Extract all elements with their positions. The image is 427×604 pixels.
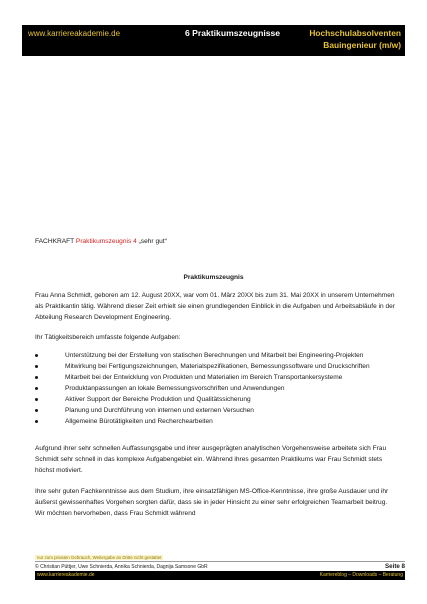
bullet-icon <box>35 376 38 379</box>
knowledge-paragraph: Ihre sehr guten Fachkenntnisse aus dem Studium, ihre einsatzfähigen MS-Office-Kenntnisse, ihre große Ausdauer und ihr äußerst gewissenhaftes Vorgehen sorgten dafür, dass sie in jeder Hinsicht zu einer sehr erfolgreichen Teamarbeit beitrug. Wir möchten hervorheben, dass Frau Schmidt während <box>35 488 389 517</box>
task-item <box>35 361 395 372</box>
task-list <box>35 350 395 427</box>
header-category-line2: Bauingenieur (m/w) <box>323 39 401 50</box>
label-prefix: FACHKRAFT <box>35 238 76 245</box>
page-header <box>22 25 405 56</box>
task-item <box>35 416 395 427</box>
certificate-label <box>35 238 167 245</box>
task-text: Mitwirkung bei Fertigungszeichnungen, Materialspezifikationen, Bemessungssoftware und Druckschriften <box>65 363 370 370</box>
document-title: Praktikumszeugnis <box>183 274 244 281</box>
task-text: Aktiver Support der Bereiche Produktion und Qualitätssicherung <box>65 396 251 403</box>
label-suffix: „sehr gut“ <box>136 238 167 245</box>
footer-bar <box>35 571 405 580</box>
intro-paragraph: Frau Anna Schmidt, geboren am 12. August 20XX, war vom 01. März 20XX bis zum 31. Mai 20XX in unserem Unternehmen als Praktikantin tätig. Während dieser Zeit erhielt sie einen grundlegenden Einblick in die Aufgaben und Arbeitsabläufe in der Abteilung Research Development Engineering. <box>35 292 395 321</box>
header-url: www.karriereakademie.de <box>28 29 121 38</box>
task-item <box>35 383 395 394</box>
footer-blog-links[interactable]: Karriereblog – Downloads – Beratung <box>319 572 403 578</box>
page-number: Seite 8 <box>385 563 405 570</box>
bullet-icon <box>35 387 38 390</box>
footer-authors: © Christian Püttjer, Uwe Schnierda, Annika Schnierda, Dagnija Samsone GbR <box>35 564 208 570</box>
task-text: Produktanpassungen an lokale Bemessungsvorschriften und Anwendungen <box>65 385 285 392</box>
task-text: Unterstützung bei der Erstellung von statischen Berechnungen und Mitarbeit bei Engineering-Projekten <box>65 352 364 359</box>
label-highlight: Praktikumszeugnis 4 <box>75 238 137 245</box>
header-category <box>309 28 401 51</box>
tasks-intro: Ihr Tätigkeitsbereich umfasste folgende Aufgaben: <box>35 334 181 341</box>
bullet-icon <box>35 365 38 368</box>
task-text: Mitarbeit bei der Entwicklung von Produkten und Materialien im Bereich Transportankersysteme <box>65 374 343 381</box>
bullet-icon <box>35 420 38 423</box>
task-item <box>35 405 395 416</box>
header-title: 6 Praktikumszeugnisse <box>185 28 281 38</box>
footer-url[interactable]: www.karriereakademie.de <box>37 572 95 578</box>
bullet-icon <box>35 354 38 357</box>
task-item <box>35 372 395 383</box>
task-item <box>35 350 395 361</box>
footer-note: nur zum privaten Gebrauch, Weitergabe an Dritte nicht gestattet <box>37 555 162 560</box>
header-category-line1: Hochschulabsolventen <box>309 28 401 38</box>
task-text: Allgemeine Bürotätigkeiten und Recherchearbeiten <box>65 418 213 425</box>
bullet-icon <box>35 409 38 412</box>
bullet-icon <box>35 398 38 401</box>
skills-paragraph: Aufgrund ihrer sehr schnellen Auffassungsgabe und ihrer ausgeprägten analytischen Vorgehensweise arbeitete sich Frau Schmidt sehr schnell in das komplexe Aufgabengebiet ein. Während ihres gesamten Praktikums war Frau Schmidt stets höchst motiviert. <box>35 445 387 474</box>
task-text: Planung und Durchführung von internen und externen Versuchen <box>65 407 254 414</box>
task-item <box>35 394 395 405</box>
footer-divider <box>35 561 405 562</box>
